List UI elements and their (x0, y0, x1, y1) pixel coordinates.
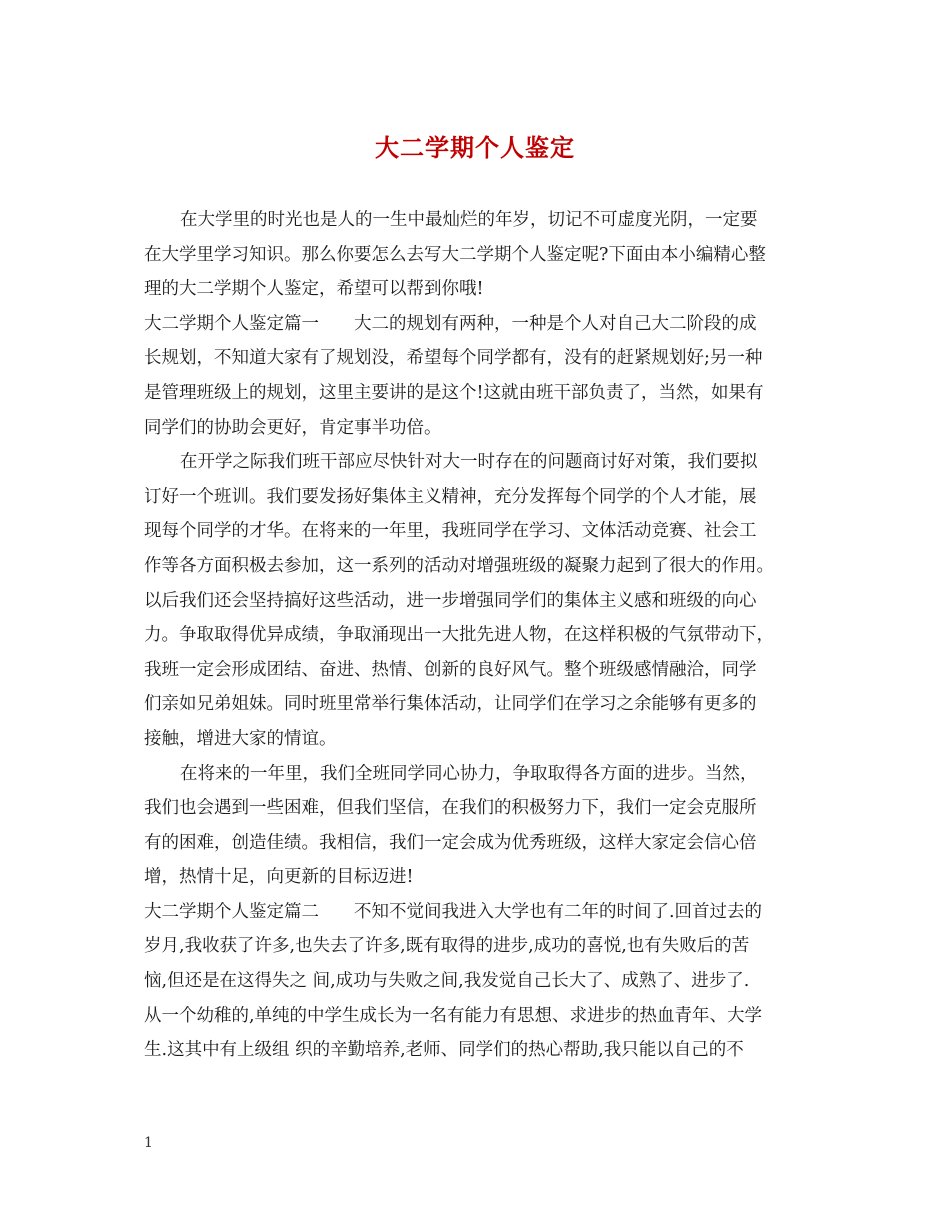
page-title: 大二学期个人鉴定 (375, 133, 575, 162)
text-line: 们亲如兄弟姐妹。同时班里常举行集体活动，让同学们在学习之余能够有更多的 (144, 694, 757, 715)
text-line: 生.这其中有上级组 织的辛勤培养,老师、同学们的热心帮助,我只能以自己的不 (144, 1040, 744, 1061)
text-line: 力。争取取得优异成绩，争取涌现出一大批先进人物，在这样积极的气氛带动下， (144, 625, 774, 646)
body-text (144, 203, 810, 1068)
text-line: 同学们的协助会更好，肯定事半功倍。 (144, 417, 442, 438)
text-line: 在大学里的时光也是人的一生中最灿烂的年岁，切记不可虚度光阴，一定要 (180, 210, 758, 230)
text-line: 订好一个班训。我们要发扬好集体主义精神，充分发挥每个同学的个人才能，展 (144, 486, 757, 507)
text-line: 作等各方面积极去参加，这一系列的活动对增强班级的凝聚力起到了很大的作用。 (144, 555, 774, 576)
text-line: 以后我们还会坚持搞好这些活动，进一步增强同学们的集体主义感和班级的向心 (144, 590, 757, 611)
text-line: 在大学里学习知识。那么你要怎么去写大二学期个人鉴定呢?下面由本小编精心整 (144, 244, 766, 265)
text-line: 增，热情十足，向更新的目标迈进! (144, 867, 414, 888)
text-line: 恼,但还是在这得失之 间,成功与失败之间,我发觉自己长大了、成熟了、进步了. (144, 971, 750, 992)
text-line: 接触，增进大家的情谊。 (144, 728, 337, 749)
text-line: 我们也会遇到一些困难，但我们坚信，在我们的积极努力下，我们一定会克服所 (144, 798, 757, 819)
text-line: 有的困难，创造佳绩。我相信，我们一定会成为优秀班级，这样大家定会信心倍 (144, 832, 757, 853)
page-number: 1 (144, 1135, 153, 1151)
text-line: 岁月,我收获了许多,也失去了许多,既有取得的进步,成功的喜悦,也有失败后的苦 (144, 936, 750, 957)
text-line: 长规划，不知道大家有了规划没，希望每个同学都有，没有的赶紧规划好;另一种 (144, 348, 763, 369)
text-line: 在将来的一年里，我们全班同学同心协力，争取取得各方面的进步。当然， (180, 763, 758, 784)
text-line: 我班一定会形成团结、奋进、热情、创新的良好风气。整个班级感情融洽，同学 (144, 659, 757, 680)
text-line: 从一个幼稚的,单纯的中学生成长为一名有能力有思想、求进步的热血青年、大学 (144, 1005, 763, 1026)
text-line: 大二学期个人鉴定篇一 大二的规划有两种，一种是个人对自己大二阶段的成 (144, 313, 757, 334)
text-line: 理的大二学期个人鉴定，希望可以帮到你哦! (144, 279, 484, 300)
text-line: 大二学期个人鉴定篇二 不知不觉间我进入大学也有二年的时间了.回首过去的 (144, 901, 763, 922)
text-line: 现每个同学的才华。在将来的一年里，我班同学在学习、文体活动竞赛、社会工 (144, 521, 757, 542)
text-line: 在开学之际我们班干部应尽快针对大一时存在的问题商讨好对策，我们要拟 (180, 452, 758, 473)
text-line: 是管理班级上的规划，这里主要讲的是这个!这就由班干部负责了，当然，如果有 (144, 382, 764, 403)
